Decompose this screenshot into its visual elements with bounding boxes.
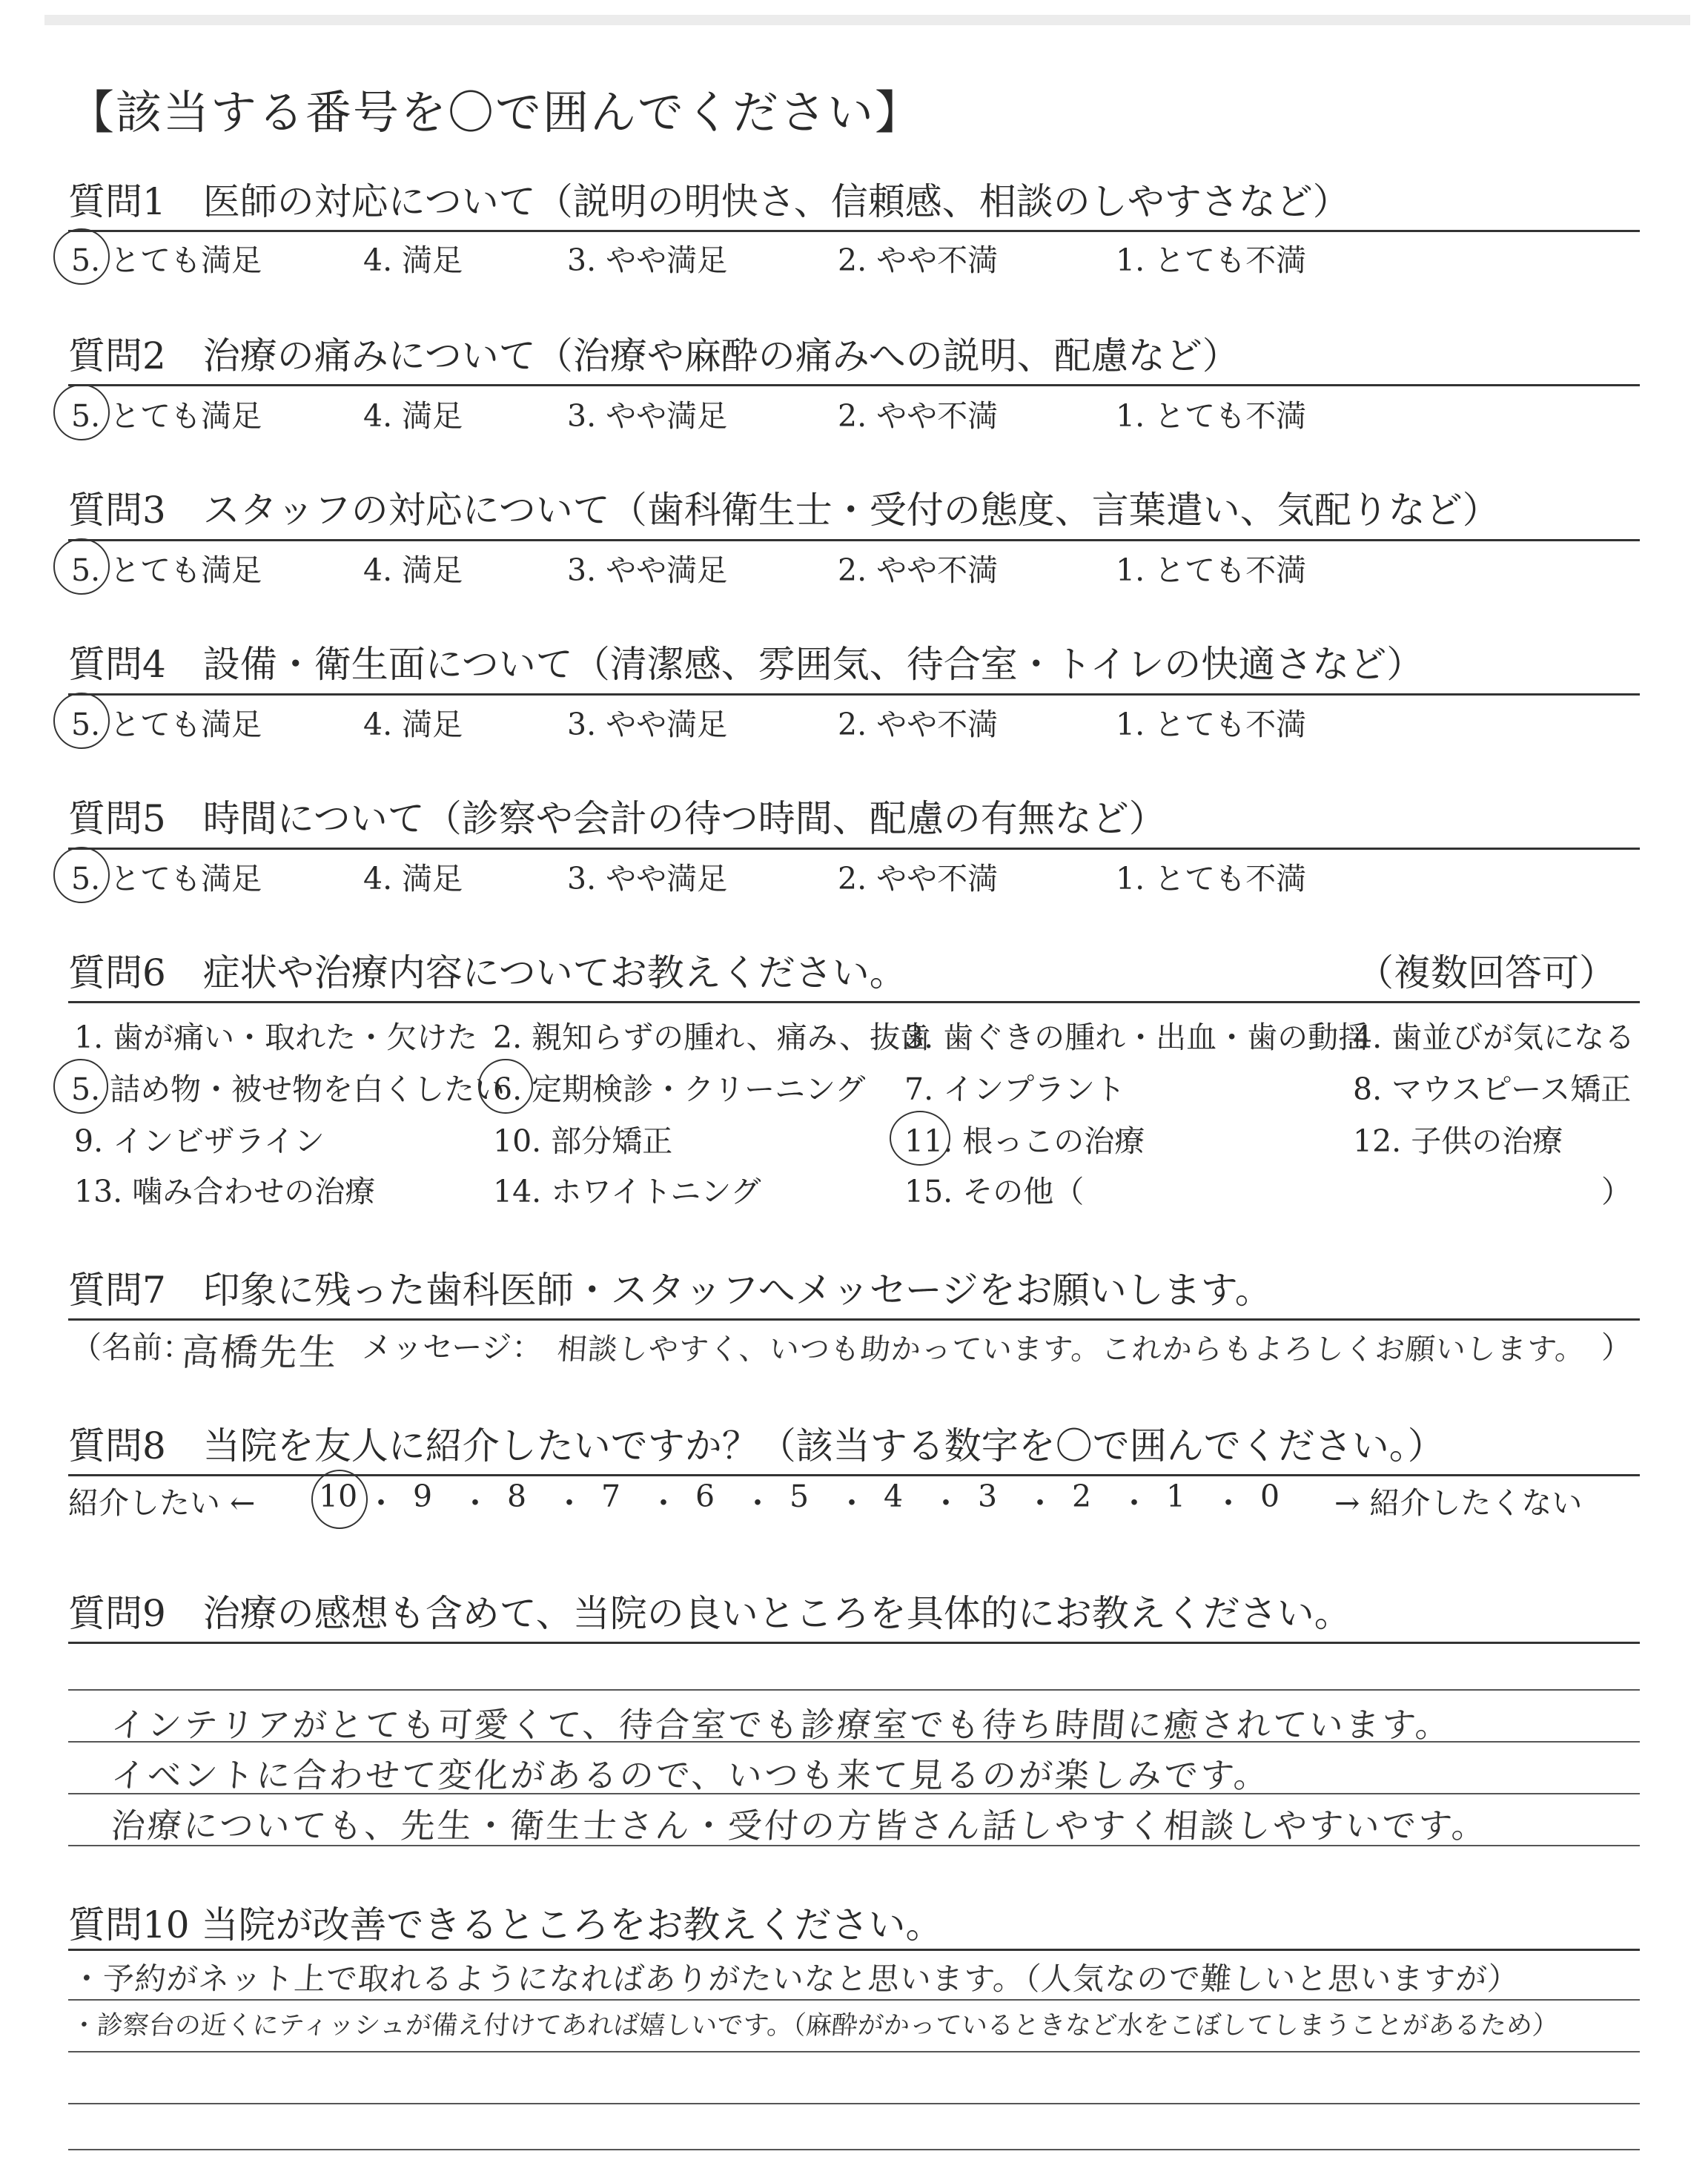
- question-4-rule: [68, 693, 1640, 696]
- q8-scale-number-6[interactable]: 6: [695, 1479, 715, 1514]
- q1-option-5[interactable]: 5. とても満足: [71, 242, 262, 278]
- q6-option-3[interactable]: 3. 歯ぐきの腫れ・出血・歯の動揺: [904, 1020, 1369, 1055]
- q6-option-15-close: ）: [1601, 1174, 1632, 1209]
- q3-option-2[interactable]: 2. やや不満: [838, 552, 999, 588]
- question-2-rule: [68, 384, 1640, 386]
- q1-option-2[interactable]: 2. やや不満: [838, 242, 999, 278]
- q6-option-4[interactable]: 4. 歯並びが気になる: [1353, 1020, 1635, 1055]
- q1-selection-circle: [53, 228, 110, 285]
- q5-option-5[interactable]: 5. とても満足: [71, 861, 262, 896]
- question-6-rule: [68, 1001, 1640, 1003]
- q3-option-4[interactable]: 4. 満足: [363, 552, 463, 588]
- q4-option-3[interactable]: 3. やや満足: [567, 707, 728, 742]
- q3-option-1[interactable]: 1. とても不満: [1116, 552, 1307, 588]
- question-9-rule: [68, 1642, 1640, 1644]
- q8-scale-number-8[interactable]: 8: [507, 1479, 527, 1514]
- q8-scale-number-2[interactable]: 2: [1072, 1479, 1092, 1514]
- q5-selection-circle: [53, 847, 110, 903]
- q7-name-value[interactable]: 高橋先生: [179, 1331, 340, 1374]
- q8-scale-number-9[interactable]: 9: [413, 1479, 433, 1514]
- question-2: 質問2 治療の痛みについて（治療や麻酔の痛みへの説明、配慮など）: [68, 334, 1239, 377]
- question-3: 質問3 スタッフの対応について（歯科衛生士・受付の態度、言葉遣い、気配りなど）: [68, 489, 1500, 532]
- q1-option-3[interactable]: 3. やや満足: [567, 242, 728, 278]
- q6-selection-circle-11: [890, 1111, 950, 1166]
- q7-close-paren: ）: [1601, 1330, 1632, 1365]
- q6-option-5[interactable]: 5. 詰め物・被せ物を白くしたい: [71, 1071, 506, 1107]
- form-title: 【該当する番号を〇で囲んでください】: [68, 85, 923, 139]
- question-1-rule: [68, 230, 1640, 232]
- q3-option-3[interactable]: 3. やや満足: [567, 552, 728, 588]
- q8-scale-number-7[interactable]: 7: [601, 1479, 621, 1514]
- q6-option-13[interactable]: 13. 噛み合わせの治療: [74, 1174, 376, 1209]
- q8-separator-dot: ・: [554, 1485, 585, 1521]
- q10-line-2: [68, 2051, 1640, 2052]
- q6-option-15[interactable]: 15. その他（: [904, 1174, 1085, 1209]
- q1-option-4[interactable]: 4. 満足: [363, 242, 463, 278]
- q7-name-label: （名前：: [71, 1330, 193, 1365]
- q8-scale-number-10[interactable]: 10: [319, 1479, 358, 1514]
- q8-scale-left-label: 紹介したい ←: [68, 1485, 256, 1521]
- q8-separator-dot: ・: [930, 1485, 961, 1521]
- q6-option-14[interactable]: 14. ホワイトニング: [493, 1174, 761, 1209]
- q8-scale-number-5[interactable]: 5: [790, 1479, 810, 1514]
- q2-option-1[interactable]: 1. とても不満: [1116, 398, 1307, 434]
- q6-option-12[interactable]: 12. 子供の治療: [1353, 1123, 1563, 1159]
- q8-selection-circle: [311, 1470, 368, 1529]
- q8-separator-dot: ・: [460, 1485, 491, 1521]
- q4-option-4[interactable]: 4. 満足: [363, 707, 463, 742]
- q6-option-10[interactable]: 10. 部分矯正: [493, 1123, 673, 1159]
- question-6-note: （複数回答可）: [1357, 951, 1616, 994]
- question-7: 質問7 印象に残った歯科医師・スタッフへメッセージをお願いします。: [68, 1269, 1272, 1312]
- q8-separator-dot: ・: [648, 1485, 679, 1521]
- q8-scale-number-4[interactable]: 4: [884, 1479, 904, 1514]
- q1-option-1[interactable]: 1. とても不満: [1116, 242, 1307, 278]
- q4-selection-circle: [53, 693, 110, 749]
- q5-option-2[interactable]: 2. やや不満: [838, 861, 999, 896]
- question-3-rule: [68, 539, 1640, 541]
- q4-option-1[interactable]: 1. とても不満: [1116, 707, 1307, 742]
- question-5: 質問5 時間について（診察や会計の待つ時間、配慮の有無など）: [68, 797, 1166, 840]
- q8-scale-number-3[interactable]: 3: [978, 1479, 998, 1514]
- q6-option-8[interactable]: 8. マウスピース矯正: [1353, 1071, 1632, 1107]
- q2-option-2[interactable]: 2. やや不満: [838, 398, 999, 434]
- q10-line-1: [68, 1999, 1640, 2001]
- question-5-rule: [68, 848, 1640, 850]
- question-1: 質問1 医師の対応について（説明の明快さ、信頼感、相談のしやすさなど）: [68, 180, 1350, 223]
- q6-option-11[interactable]: 11. 根っこの治療: [904, 1123, 1145, 1159]
- question-6: 質問6 症状や治療内容についてお教えください。: [68, 951, 907, 994]
- q9-answer-line-2[interactable]: イベントに合わせて変化があるので、いつも来て見るのが楽しみです。: [109, 1755, 1272, 1795]
- question-9: 質問9 治療の感想も含めて、当院の良いところを具体的にお教えください。: [68, 1592, 1351, 1635]
- q6-option-9[interactable]: 9. インビザライン: [74, 1123, 325, 1159]
- q5-option-4[interactable]: 4. 満足: [363, 861, 463, 896]
- q8-separator-dot: ・: [1119, 1485, 1150, 1521]
- q6-selection-circle-5: [53, 1059, 108, 1114]
- q2-option-3[interactable]: 3. やや満足: [567, 398, 728, 434]
- scan-edge: [44, 15, 1690, 25]
- q6-selection-circle-6: [478, 1059, 533, 1114]
- q8-scale-number-0[interactable]: 0: [1260, 1479, 1280, 1514]
- q9-answer-line-1[interactable]: インテリアがとても可愛くて、待合室でも診療室でも待ち時間に癒されています。: [109, 1705, 1454, 1745]
- question-7-rule: [68, 1318, 1640, 1321]
- question-8: 質問8 当院を友人に紹介したいですか？（該当する数字を〇で囲んでください。）: [68, 1424, 1445, 1467]
- q8-separator-dot: ・: [365, 1485, 397, 1521]
- q8-separator-dot: ・: [1213, 1485, 1244, 1521]
- question-8-rule: [68, 1474, 1640, 1476]
- q3-selection-circle: [53, 538, 110, 595]
- q6-option-7[interactable]: 7. インプラント: [904, 1071, 1126, 1107]
- question-10-rule: [68, 1949, 1640, 1951]
- q8-separator-dot: ・: [836, 1485, 867, 1521]
- q6-option-1[interactable]: 1. 歯が痛い・取れた・欠けた: [74, 1020, 478, 1055]
- q10-line-4: [68, 2149, 1640, 2150]
- q2-option-4[interactable]: 4. 満足: [363, 398, 463, 434]
- q2-option-5[interactable]: 5. とても満足: [71, 398, 262, 434]
- q6-option-6[interactable]: 6. 定期検診・クリーニング: [493, 1071, 866, 1107]
- q8-scale-right-label: → 紹介したくない: [1334, 1485, 1583, 1521]
- question-4: 質問4 設備・衛生面について（清潔感、雰囲気、待合室・トイレの快適さなど）: [68, 643, 1424, 686]
- q7-message-label: メッセージ：: [362, 1330, 543, 1365]
- q7-message-value[interactable]: 相談しやすく、いつも助かっています。これからもよろしくお願いします。: [556, 1332, 1587, 1367]
- q9-line-1: [68, 1689, 1640, 1691]
- q10-line-3: [68, 2103, 1640, 2104]
- q10-answer-line-1[interactable]: ・予約がネット上で取れるようになればありがたいなと思います。（人気なので難しいと思いますが）: [70, 1961, 1521, 1997]
- q9-answer-line-3[interactable]: 治療についても、先生・衛生士さん・受付の方皆さん話しやすく相談しやすいです。: [109, 1806, 1490, 1846]
- q5-option-3[interactable]: 3. やや満足: [567, 861, 728, 896]
- q6-option-2[interactable]: 2. 親知らずの腫れ、痛み、抜歯: [493, 1020, 931, 1055]
- question-10: 質問10 当院が改善できるところをお教えください。: [68, 1903, 943, 1946]
- q8-scale-number-1[interactable]: 1: [1166, 1479, 1186, 1514]
- q4-option-2[interactable]: 2. やや不満: [838, 707, 999, 742]
- q2-selection-circle: [53, 384, 110, 440]
- q10-answer-line-2[interactable]: ・診察台の近くにティッシュが備え付けてあれば嬉しいです。（麻酔がかっているときなど水をこぼしてしまうことがあるため）: [70, 2011, 1560, 2041]
- q3-option-5[interactable]: 5. とても満足: [71, 552, 262, 588]
- q8-separator-dot: ・: [1025, 1485, 1056, 1521]
- q8-separator-dot: ・: [742, 1485, 773, 1521]
- q5-option-1[interactable]: 1. とても不満: [1116, 861, 1307, 896]
- q4-option-5[interactable]: 5. とても満足: [71, 707, 262, 742]
